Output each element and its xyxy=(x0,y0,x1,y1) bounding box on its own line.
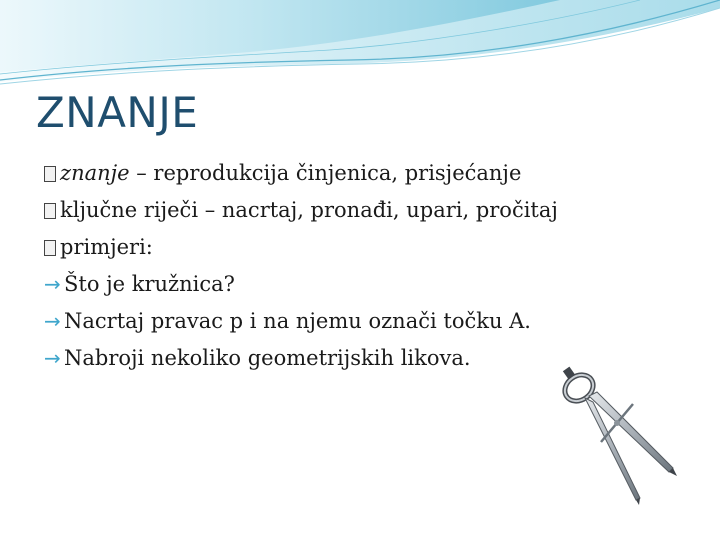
arrow-bullet-icon: → xyxy=(44,346,61,370)
list-item-5 xyxy=(44,304,644,341)
box-bullet-icon xyxy=(44,203,56,219)
list-item-1 xyxy=(44,156,644,193)
list-item-text: ključne riječi – nacrtaj, pronađi, upari, pročitaj xyxy=(60,198,558,222)
list-item-text: Što je kružnica? xyxy=(64,272,235,296)
slide-title: ZNANJE xyxy=(36,88,199,137)
arrow-bullet-icon: → xyxy=(44,272,61,296)
list-item-3 xyxy=(44,230,644,267)
list-item-text: Nacrtaj pravac p i na njemu označi točku A. xyxy=(64,309,531,333)
arrow-bullet-icon: → xyxy=(44,309,61,333)
box-bullet-icon xyxy=(44,240,56,256)
list-item-2 xyxy=(44,193,644,230)
list-item-4 xyxy=(44,267,644,304)
list-item-text: Nabroji nekoliko geometrijskih likova. xyxy=(64,346,471,370)
list-item-text: – reprodukcija činjenica, prisjećanje xyxy=(129,161,522,185)
bullet-list xyxy=(44,156,644,378)
list-item-text: primjeri: xyxy=(60,235,153,259)
list-item-emphasis: znanje xyxy=(60,161,130,185)
box-bullet-icon xyxy=(44,166,56,182)
compass-icon xyxy=(545,360,685,505)
